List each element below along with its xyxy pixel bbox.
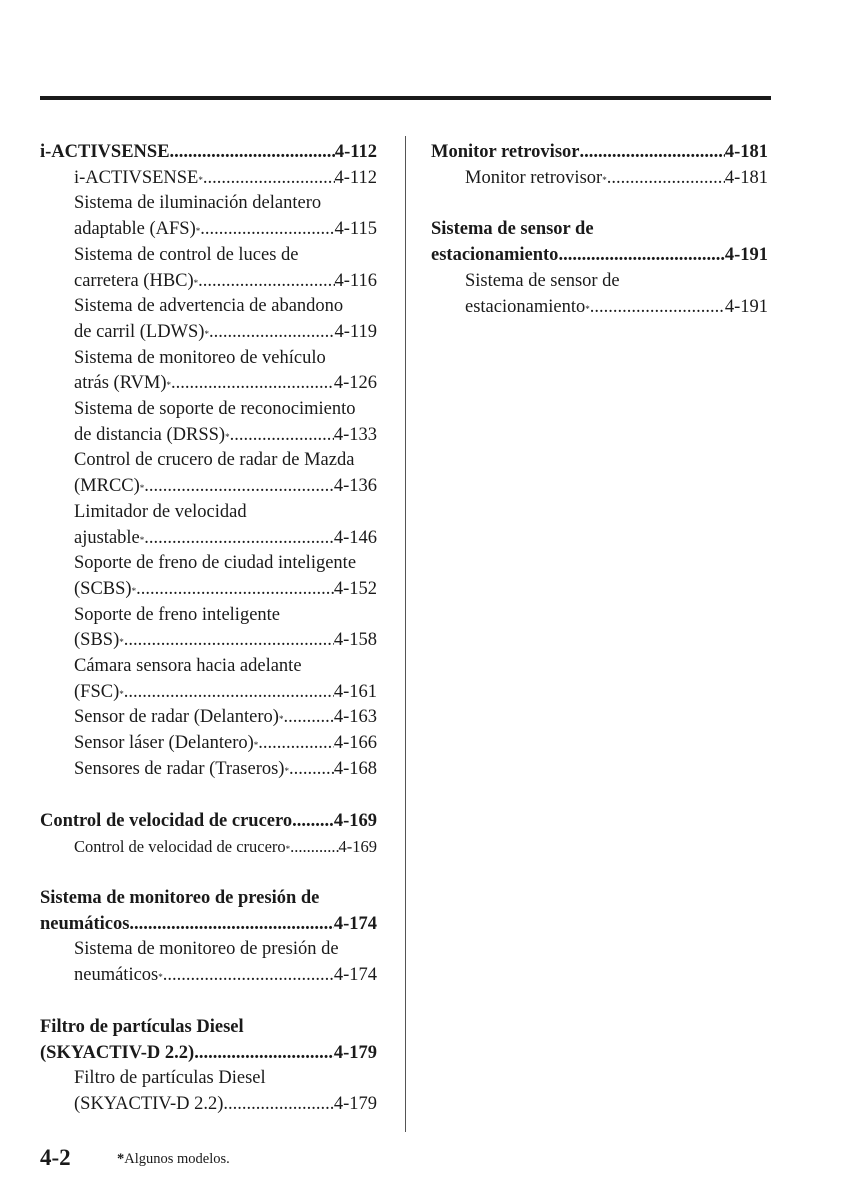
toc-left-column: [40, 140, 377, 1144]
top-rule: [40, 96, 771, 100]
entry-title: i-ACTIVSENSE: [40, 142, 170, 162]
toc-entry-line: [40, 397, 377, 423]
section-heading[interactable]: [40, 809, 377, 835]
toc-entry-line: [40, 448, 377, 474]
dot-leader: [283, 705, 333, 731]
toc-entry[interactable]: Monitor retrovisor * ..... 4-181: [431, 166, 768, 192]
entry-text: Sistema de soporte de reconocimiento: [74, 399, 356, 420]
entry-title: Sensores de radar (Traseros): [74, 758, 285, 779]
entry-title: i-ACTIVSENSE: [74, 167, 199, 188]
toc-entry[interactable]: carretera (HBC) * ..... 4-116: [40, 269, 377, 295]
entry-title: de distancia (DRSS): [74, 424, 226, 445]
entry-text: Soporte de freno inteligente: [74, 604, 281, 625]
toc-entry[interactable]: adaptable (AFS) * ..... 4-115: [40, 217, 377, 243]
entry-text: Soporte de freno de ciudad inteligente: [74, 553, 357, 574]
dot-leader: [290, 834, 338, 860]
dot-leader: [124, 680, 334, 706]
toc-section: [40, 140, 377, 783]
entry-title: atrás (RVM): [74, 373, 167, 394]
entry-title: Control de velocidad de crucero: [40, 810, 293, 831]
dot-leader: [223, 1092, 333, 1118]
page-ref: 4-119: [334, 321, 377, 342]
toc-entry-line: [40, 191, 377, 217]
page-ref: 4-168: [333, 758, 377, 779]
toc-entry[interactable]: [40, 1092, 377, 1118]
dot-leader: [590, 295, 725, 321]
page-ref: 4-112: [334, 167, 377, 188]
toc-entry-line: [40, 346, 377, 372]
toc-entry-line: [40, 603, 377, 629]
entry-title: estacionamiento: [465, 296, 586, 317]
dot-leader: [209, 320, 335, 346]
entry-text: Limitador de velocidad: [74, 501, 247, 522]
toc-entry[interactable]: estacionamiento * ..... 4-191: [431, 295, 768, 321]
page-ref: 4-112: [334, 142, 377, 162]
dot-leader: [144, 526, 334, 552]
page-ref: 4-146: [333, 527, 377, 548]
toc-entry[interactable]: atrás (RVM) * ..... 4-126: [40, 371, 377, 397]
toc-entry-line: [40, 294, 377, 320]
toc-section: [431, 140, 768, 191]
toc-entry-line: [40, 937, 377, 963]
page-ref: 4-174: [333, 965, 377, 986]
toc-entry[interactable]: de distancia (DRSS) * ..... 4-133: [40, 423, 377, 449]
entry-title: (MRCC): [74, 476, 140, 497]
page-ref: 4-166: [333, 733, 377, 754]
entry-text: Sistema de monitoreo de presión de: [40, 887, 320, 908]
dot-leader: [292, 809, 334, 835]
entry-title: Monitor retrovisor: [431, 142, 580, 162]
section-heading[interactable]: [40, 912, 377, 938]
entry-text: Filtro de partículas Diesel: [74, 1068, 266, 1089]
entry-title: Monitor retrovisor: [465, 167, 603, 188]
page-ref: 4-181: [724, 142, 768, 162]
dot-leader: [579, 140, 724, 166]
page-ref: 4-169: [338, 837, 377, 857]
dot-leader: [124, 628, 334, 654]
toc-section: [40, 809, 377, 860]
page-ref: 4-126: [333, 373, 377, 394]
entry-title: (FSC): [74, 681, 120, 702]
toc-entry[interactable]: ajustable * ..... 4-146: [40, 526, 377, 552]
section-heading[interactable]: [431, 140, 768, 166]
toc-entry[interactable]: (SCBS) * ..... 4-152: [40, 577, 377, 603]
page-ref: 4-115: [334, 219, 377, 240]
entry-title: (SBS): [74, 630, 120, 651]
page-ref: 4-152: [333, 578, 377, 599]
dot-leader: [258, 731, 334, 757]
entry-title: adaptable (AFS): [74, 219, 196, 240]
footnote-text: Algunos modelos.: [124, 1151, 230, 1167]
entry-title: (SCBS): [74, 578, 132, 599]
page-ref: 4-158: [333, 630, 377, 651]
toc-section: [40, 1015, 377, 1118]
dot-leader: [136, 577, 334, 603]
entry-text: Sistema de sensor de: [431, 219, 594, 240]
entry-text: Sistema de advertencia de abandono: [74, 296, 344, 317]
entry-title: Sensor de radar (Delantero): [74, 707, 279, 728]
dot-leader: [230, 423, 334, 449]
toc-section: [431, 217, 768, 320]
entry-title: carretera (HBC): [74, 270, 194, 291]
toc-entry-line: [40, 243, 377, 269]
dot-leader: [129, 912, 333, 938]
dot-leader: [198, 269, 334, 295]
page-ref: 4-191: [724, 296, 768, 317]
entry-title: Control de velocidad de crucero: [74, 837, 286, 857]
section-heading-line: [40, 886, 377, 912]
entry-title: estacionamiento: [431, 245, 559, 266]
toc-entry-line: [40, 551, 377, 577]
entry-text: Control de crucero de radar de Mazda: [74, 450, 355, 471]
page-ref: 4-174: [333, 913, 377, 934]
page-ref: 4-163: [333, 707, 377, 728]
entry-text: Sistema de sensor de: [465, 270, 620, 291]
entry-text: Sistema de monitoreo de vehículo: [74, 347, 326, 368]
page-ref: 4-191: [724, 245, 768, 266]
page-ref: 4-179: [333, 1042, 377, 1063]
dot-leader: [289, 757, 334, 783]
toc-entry[interactable]: neumáticos * ..... 4-174: [40, 963, 377, 989]
page-ref: 4-181: [724, 167, 768, 188]
section-heading[interactable]: [40, 140, 377, 166]
entry-title: (SKYACTIV-D 2.2): [74, 1093, 224, 1114]
page-ref: 4-179: [333, 1093, 377, 1114]
entry-text: Sistema de iluminación delantero: [74, 193, 322, 214]
dot-leader: [170, 140, 335, 166]
toc-entry[interactable]: (SBS) * ..... 4-158: [40, 628, 377, 654]
section-heading-line: [431, 217, 768, 243]
toc-entry[interactable]: Sensores de radar (Traseros) * ..... 4-168: [40, 757, 377, 783]
column-divider: [405, 136, 406, 1132]
entry-title: ajustable: [74, 527, 140, 548]
entry-text: Sistema de control de luces de: [74, 244, 299, 265]
toc-entry[interactable]: (FSC) * ..... 4-161: [40, 680, 377, 706]
entry-title: Sensor láser (Delantero): [74, 733, 254, 754]
dot-leader: [200, 217, 334, 243]
toc-entry[interactable]: Sensor de radar (Delantero) * ..... 4-163: [40, 705, 377, 731]
toc-section: [40, 886, 377, 989]
section-heading[interactable]: [431, 243, 768, 269]
entry-text: Filtro de partículas Diesel: [40, 1016, 244, 1037]
entry-text: Cámara sensora hacia adelante: [74, 656, 302, 677]
toc-entry-line: [40, 654, 377, 680]
toc-entry-line: [40, 500, 377, 526]
dot-leader: [144, 474, 334, 500]
section-heading[interactable]: [40, 1041, 377, 1067]
toc-entry[interactable]: i-ACTIVSENSE * ..... 4-112: [40, 166, 377, 192]
entry-text: Sistema de monitoreo de presión de: [74, 939, 339, 960]
entry-title: neumáticos: [74, 965, 159, 986]
toc-entry[interactable]: Control de velocidad de crucero * ..... 4-169: [40, 834, 377, 860]
dot-leader: [171, 371, 334, 397]
toc-entry[interactable]: Sensor láser (Delantero) * ..... 4-166: [40, 731, 377, 757]
dot-leader: [163, 963, 334, 989]
toc-entry[interactable]: de carril (LDWS) * ..... 4-119: [40, 320, 377, 346]
entry-title: (SKYACTIV-D 2.2): [40, 1042, 195, 1063]
dot-leader: [558, 243, 724, 269]
page-ref: 4-116: [334, 270, 377, 291]
toc-entry-line: [40, 1066, 377, 1092]
footnote-star: *: [117, 1151, 125, 1167]
toc-entry-line: [431, 269, 768, 295]
page-ref: 4-133: [333, 424, 377, 445]
dot-leader: [607, 166, 725, 192]
dot-leader: [203, 166, 335, 192]
dot-leader: [194, 1041, 334, 1067]
footnote: [117, 1151, 230, 1168]
page-ref: 4-169: [333, 810, 377, 831]
toc-right-column: [431, 140, 768, 346]
page-ref: 4-161: [333, 681, 377, 702]
entry-title: de carril (LDWS): [74, 321, 205, 342]
page-ref: 4-136: [333, 476, 377, 497]
page-number: 4-2: [40, 1145, 71, 1170]
toc-entry[interactable]: (MRCC) * ..... 4-136: [40, 474, 377, 500]
entry-title: neumáticos: [40, 913, 130, 934]
section-heading-line: [40, 1015, 377, 1041]
